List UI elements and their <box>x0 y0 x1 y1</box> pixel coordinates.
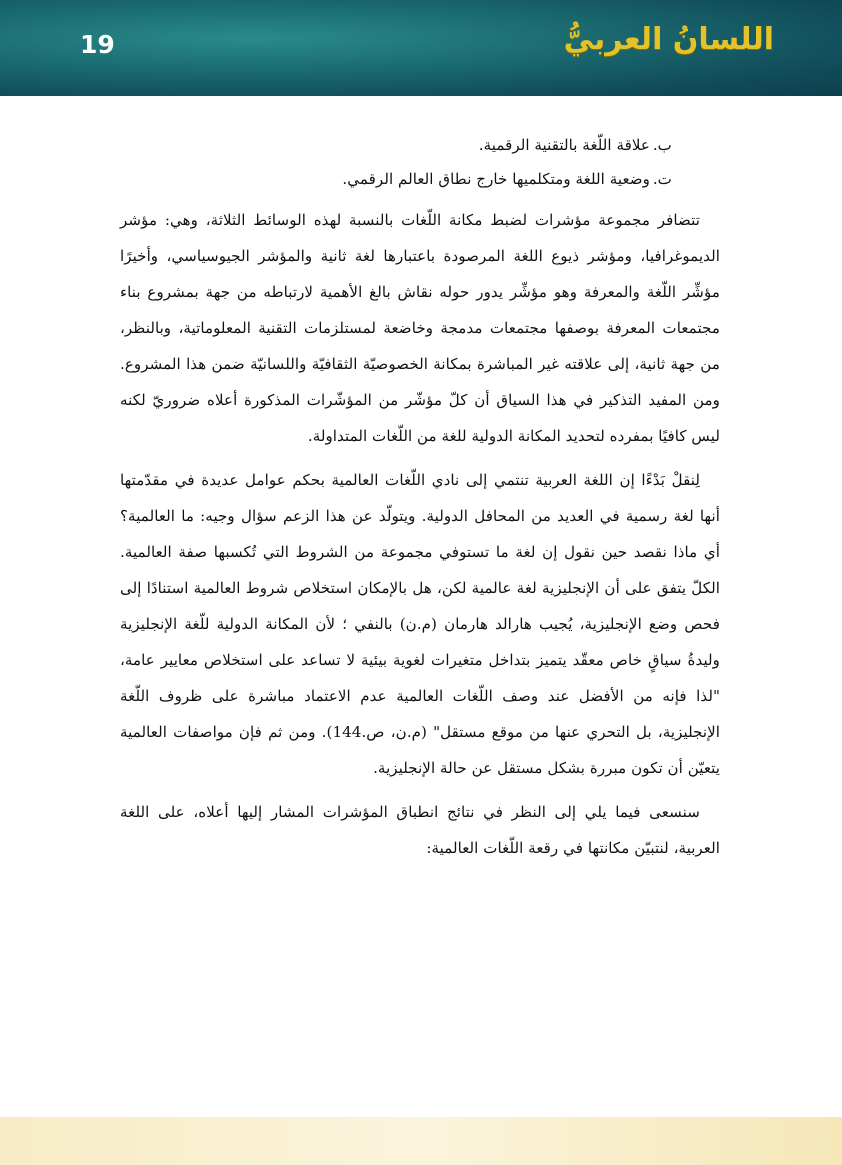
page-body <box>120 128 720 874</box>
list <box>120 128 672 196</box>
journal-logo: اللسانُ العربيُّ <box>563 22 774 57</box>
list-marker: ب. <box>652 136 672 154</box>
list-item-text: علاقة اللّغة بالتقنية الرقمية. <box>478 136 650 154</box>
list-item <box>120 162 672 196</box>
list-item <box>120 128 672 162</box>
paragraph: لِنقلْ بَدْءًا إن اللغة العربية تنتمي إلى نادي اللّغات العالمية بحكم عوامل عديدة في مقدّمتها أنها لغة رسمية في العديد من المحافل الدولية. ويتولّد عن هذا الزعم سؤال وجيه: ما العالمية؟ أي ماذا نقصد حين نقول إن لغة ما تستوفي مجموعة من الشروط التي تُكسبها صفة العالمية. الكلّ يتفق على أن الإنجليزية لغة عالمية لكن، هل بالإمكان استخلاص شروط العالمية استنادًا إلى فحص وضع الإنجليزية، يُجيب هارالد هارمان (م.ن) بالنفي ؛ لأن المكانة الدولية للّغة الإنجليزية وليدةُ سياقٍ خاص معقّد يتميز بتداخل متغيرات لغوية بيئية لا تساعد على استخلاص معايير عامة، "لذا فإنه من الأفضل عند وصف اللّغات العالمية عدم الاعتماد مباشرة على ظروف اللّغة الإنجليزية، بل التحري عنها من موقع مستقل" (م.ن، ص.144). ومن ثم فإن مواصفات العالمية يتعيّن أن تكون مبررة بشكل مستقل عن حالة الإنجليزية. <box>120 471 721 777</box>
list-marker: ت. <box>652 170 672 188</box>
paragraph: تتضافر مجموعة مؤشرات لضبط مكانة اللّغات بالنسبة لهذه الوسائط الثلاثة، وهي: مؤشر الديموغرافيا، ومؤشر ذيوع اللغة المرصودة باعتبارها لغة ثانية والمؤشر الجيوسياسي، وأخيرًا مؤشِّر اللّغة والمعرفة وهو مؤشِّر يدور حوله نقاش بالغ الأهمية لارتباطه من جهة بمشروع بناء مجتمعات المعرفة بوصفها مجتمعات مدمجة وخاضعة لمستلزمات التقنية المعلوماتية، وبالنظر، من جهة ثانية، إلى علاقته غير المباشرة بمكانة الخصوصيّة الثقافيّة واللسانيّة ضمن هذا المشروع. ومن المفيد التذكير في هذا السياق أن كلّ مؤشّر من المؤشّرات المذكورة أعلاه ضروريّ لكنه ليس كافيًا بمفرده لتحديد المكانة الدولية للغة من اللّغات المتداولة. <box>120 211 720 445</box>
page-header <box>0 0 842 96</box>
page-number: 19 <box>80 30 115 59</box>
page-footer <box>0 1117 842 1165</box>
paragraph: سنسعى فيما يلي إلى النظر في نتائج انطباق المؤشرات المشار إليها أعلاه، على اللغة العربية، لنتبيّن مكانتها في رقعة اللّغات العالمية: <box>120 803 720 857</box>
list-item-text: وضعية اللغة ومتكلميها خارج نطاق العالم الرقمي. <box>342 170 650 188</box>
